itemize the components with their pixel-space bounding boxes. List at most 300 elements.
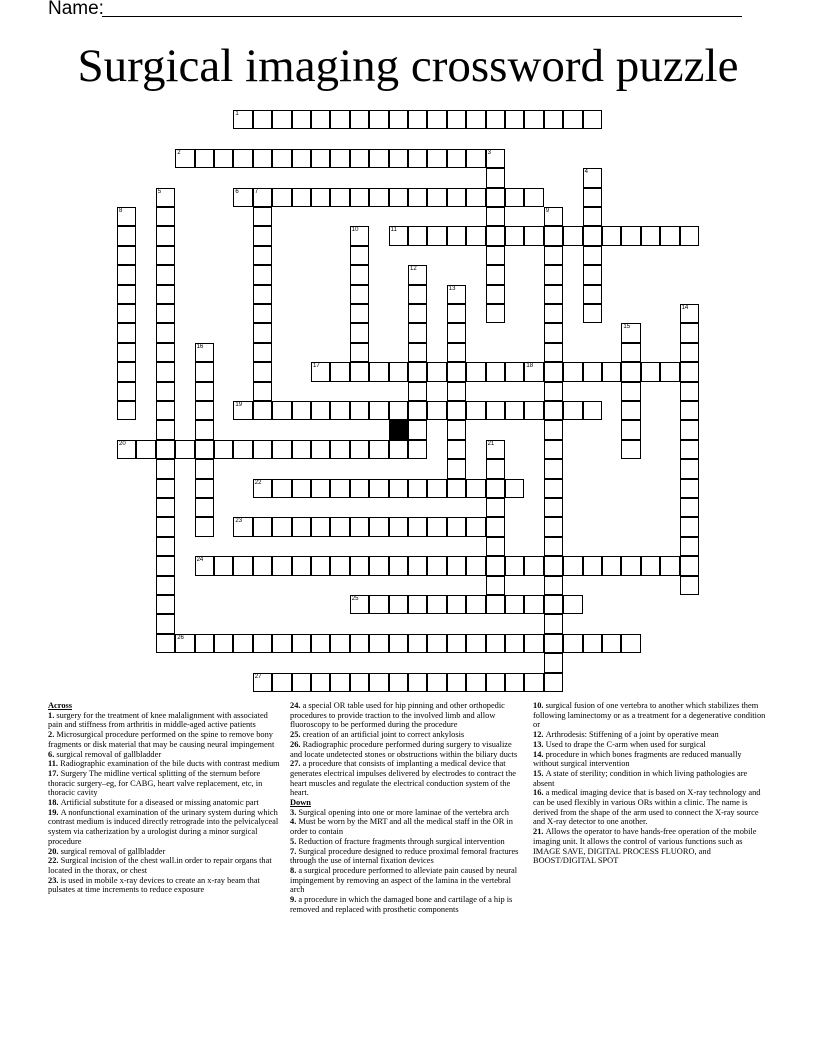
grid-cell[interactable] [660,556,679,575]
grid-cell[interactable] [175,634,194,653]
grid-cell[interactable] [292,401,311,420]
grid-cell[interactable] [505,188,524,207]
grid-cell[interactable] [136,440,155,459]
grid-cell[interactable] [408,440,427,459]
grid-cell[interactable] [621,382,640,401]
grid-cell[interactable] [156,498,175,517]
grid-cell[interactable] [466,110,485,129]
grid-cell[interactable] [330,479,349,498]
grid-cell[interactable] [117,362,136,381]
grid-cell[interactable] [583,634,602,653]
grid-cell[interactable] [408,479,427,498]
grid-cell[interactable] [680,556,699,575]
grid-cell[interactable] [233,517,252,536]
grid-cell[interactable] [253,304,272,323]
grid-cell[interactable] [447,362,466,381]
grid-cell[interactable] [272,517,291,536]
grid-cell[interactable] [408,517,427,536]
grid-cell[interactable] [272,188,291,207]
grid-cell[interactable] [486,556,505,575]
grid-cell[interactable] [408,382,427,401]
grid-cell[interactable] [330,188,349,207]
grid-cell[interactable] [311,517,330,536]
grid-cell[interactable] [447,149,466,168]
grid-cell[interactable] [680,304,699,323]
grid-cell[interactable] [466,673,485,692]
grid-cell[interactable] [350,401,369,420]
grid-cell[interactable] [524,401,543,420]
grid-cell[interactable] [369,149,388,168]
grid-cell[interactable] [544,304,563,323]
grid-cell[interactable] [272,440,291,459]
grid-cell[interactable] [195,382,214,401]
grid-cell[interactable] [117,226,136,245]
grid-cell[interactable] [350,149,369,168]
grid-cell[interactable] [311,188,330,207]
grid-cell[interactable] [544,595,563,614]
grid-cell[interactable] [544,323,563,342]
grid-cell[interactable] [350,265,369,284]
grid-cell[interactable] [369,673,388,692]
grid-cell[interactable] [330,440,349,459]
grid-cell[interactable] [466,401,485,420]
grid-cell[interactable] [583,246,602,265]
grid-cell[interactable] [486,498,505,517]
grid-cell[interactable] [330,401,349,420]
grid-cell[interactable] [408,304,427,323]
grid-cell[interactable] [680,401,699,420]
grid-cell[interactable] [253,207,272,226]
grid-cell[interactable] [156,246,175,265]
grid-cell[interactable] [156,459,175,478]
grid-cell[interactable] [311,556,330,575]
grid-cell[interactable] [486,401,505,420]
grid-cell[interactable] [389,517,408,536]
grid-cell[interactable] [253,673,272,692]
grid-cell[interactable] [524,362,543,381]
grid-cell[interactable] [602,226,621,245]
grid-cell[interactable] [195,479,214,498]
grid-cell[interactable] [408,110,427,129]
grid-cell[interactable] [253,323,272,342]
grid-cell[interactable] [621,634,640,653]
grid-cell[interactable] [544,634,563,653]
grid-cell[interactable] [466,634,485,653]
grid-cell[interactable] [486,246,505,265]
grid-cell[interactable] [369,556,388,575]
grid-cell[interactable] [156,401,175,420]
grid-cell[interactable] [311,634,330,653]
grid-cell[interactable] [563,401,582,420]
grid-cell[interactable] [195,634,214,653]
grid-cell[interactable] [156,614,175,633]
grid-cell[interactable] [621,226,640,245]
grid-cell[interactable] [427,362,446,381]
grid-cell[interactable] [117,343,136,362]
grid-cell[interactable] [505,673,524,692]
grid-cell[interactable] [117,382,136,401]
grid-cell[interactable] [253,226,272,245]
grid-cell[interactable] [466,556,485,575]
grid-cell[interactable] [292,517,311,536]
grid-cell[interactable] [544,479,563,498]
grid-cell[interactable] [156,556,175,575]
grid-cell[interactable] [195,343,214,362]
grid-cell[interactable] [583,304,602,323]
grid-cell[interactable] [389,673,408,692]
grid-cell[interactable] [680,479,699,498]
grid-cell[interactable] [195,459,214,478]
grid-cell[interactable] [350,595,369,614]
grid-cell[interactable] [233,149,252,168]
grid-cell[interactable] [156,420,175,439]
grid-cell[interactable] [544,459,563,478]
grid-cell[interactable] [563,556,582,575]
grid-cell[interactable] [408,343,427,362]
grid-cell[interactable] [486,459,505,478]
grid-cell[interactable] [505,226,524,245]
grid-cell[interactable] [350,246,369,265]
grid-cell[interactable] [447,459,466,478]
grid-cell[interactable] [544,246,563,265]
grid-cell[interactable] [156,440,175,459]
grid-cell[interactable] [369,634,388,653]
grid-cell[interactable] [389,479,408,498]
grid-cell[interactable] [427,595,446,614]
grid-cell[interactable] [447,479,466,498]
grid-cell[interactable] [583,265,602,284]
grid-cell[interactable] [544,401,563,420]
grid-cell[interactable] [621,323,640,342]
grid-cell[interactable] [621,343,640,362]
grid-cell[interactable] [233,110,252,129]
grid-cell[interactable] [486,440,505,459]
grid-cell[interactable] [369,188,388,207]
grid-cell[interactable] [253,382,272,401]
grid-cell[interactable] [486,576,505,595]
grid-cell[interactable] [330,362,349,381]
grid-cell[interactable] [389,440,408,459]
grid-cell[interactable] [253,634,272,653]
grid-cell[interactable] [156,265,175,284]
grid-cell[interactable] [583,188,602,207]
grid-cell[interactable] [544,517,563,536]
grid-cell[interactable] [350,226,369,245]
grid-cell[interactable] [408,634,427,653]
grid-cell[interactable] [389,556,408,575]
grid-cell[interactable] [350,556,369,575]
grid-cell[interactable] [447,517,466,536]
grid-cell[interactable] [563,226,582,245]
grid-cell[interactable] [369,517,388,536]
grid-cell[interactable] [272,149,291,168]
grid-cell[interactable] [156,576,175,595]
grid-cell[interactable] [253,440,272,459]
grid-cell[interactable] [156,323,175,342]
grid-cell[interactable] [447,420,466,439]
grid-cell[interactable] [427,110,446,129]
grid-cell[interactable] [466,362,485,381]
grid-cell[interactable] [583,285,602,304]
grid-cell[interactable] [408,595,427,614]
grid-cell[interactable] [292,440,311,459]
grid-cell[interactable] [621,420,640,439]
grid-cell[interactable] [330,149,349,168]
grid-cell[interactable] [311,149,330,168]
grid-cell[interactable] [195,401,214,420]
grid-cell[interactable] [505,634,524,653]
grid-cell[interactable] [292,634,311,653]
grid-cell[interactable] [408,188,427,207]
grid-cell[interactable] [680,343,699,362]
grid-cell[interactable] [427,556,446,575]
grid-cell[interactable] [195,420,214,439]
grid-cell[interactable] [602,556,621,575]
grid-cell[interactable] [253,110,272,129]
grid-cell[interactable] [156,382,175,401]
grid-cell[interactable] [524,110,543,129]
grid-cell[interactable] [466,226,485,245]
grid-cell[interactable] [680,382,699,401]
grid-cell[interactable] [583,362,602,381]
grid-cell[interactable] [427,517,446,536]
grid-cell[interactable] [447,673,466,692]
grid-cell[interactable] [524,556,543,575]
grid-cell[interactable] [389,226,408,245]
grid-cell[interactable] [427,479,446,498]
grid-cell[interactable] [583,168,602,187]
grid-cell[interactable] [505,556,524,575]
grid-cell[interactable] [544,556,563,575]
grid-cell[interactable] [156,634,175,653]
grid-cell[interactable] [563,110,582,129]
grid-cell[interactable] [680,420,699,439]
grid-cell[interactable] [486,304,505,323]
grid-cell[interactable] [350,285,369,304]
grid-cell[interactable] [427,673,446,692]
grid-cell[interactable] [350,673,369,692]
grid-cell[interactable] [253,285,272,304]
grid-cell[interactable] [486,110,505,129]
grid-cell[interactable] [253,479,272,498]
grid-cell[interactable] [253,401,272,420]
grid-cell[interactable] [311,362,330,381]
grid-cell[interactable] [563,362,582,381]
grid-cell[interactable] [486,226,505,245]
grid-cell[interactable] [292,479,311,498]
grid-cell[interactable] [175,149,194,168]
grid-cell[interactable] [330,634,349,653]
grid-cell[interactable] [292,110,311,129]
grid-cell[interactable] [621,401,640,420]
grid-cell[interactable] [466,595,485,614]
grid-cell[interactable] [369,440,388,459]
grid-cell[interactable] [544,110,563,129]
grid-cell[interactable] [408,226,427,245]
grid-cell[interactable] [311,440,330,459]
grid-cell[interactable] [544,362,563,381]
grid-cell[interactable] [350,323,369,342]
grid-cell[interactable] [117,440,136,459]
grid-cell[interactable] [524,226,543,245]
grid-cell[interactable] [156,595,175,614]
grid-cell[interactable] [156,188,175,207]
grid-cell[interactable] [544,498,563,517]
grid-cell[interactable] [369,362,388,381]
grid-cell[interactable] [233,556,252,575]
grid-cell[interactable] [195,362,214,381]
grid-cell[interactable] [350,517,369,536]
grid-cell[interactable] [427,401,446,420]
grid-cell[interactable] [505,362,524,381]
grid-cell[interactable] [369,595,388,614]
grid-cell[interactable] [350,188,369,207]
grid-cell[interactable] [680,537,699,556]
grid-cell[interactable] [233,440,252,459]
grid-cell[interactable] [369,479,388,498]
grid-cell[interactable] [466,479,485,498]
grid-cell[interactable] [660,362,679,381]
grid-cell[interactable] [544,343,563,362]
grid-cell[interactable] [389,362,408,381]
grid-cell[interactable] [350,440,369,459]
grid-cell[interactable] [544,673,563,692]
grid-cell[interactable] [350,362,369,381]
grid-cell[interactable] [272,110,291,129]
grid-cell[interactable] [408,420,427,439]
grid-cell[interactable] [505,110,524,129]
grid-cell[interactable] [505,595,524,614]
grid-cell[interactable] [486,479,505,498]
grid-cell[interactable] [292,556,311,575]
grid-cell[interactable] [466,188,485,207]
grid-cell[interactable] [447,556,466,575]
grid-cell[interactable] [156,343,175,362]
grid-cell[interactable] [214,556,233,575]
grid-cell[interactable] [156,517,175,536]
grid-cell[interactable] [544,653,563,672]
grid-cell[interactable] [486,149,505,168]
grid-cell[interactable] [544,382,563,401]
grid-cell[interactable] [195,556,214,575]
grid-cell[interactable] [680,323,699,342]
grid-cell[interactable] [486,285,505,304]
grid-cell[interactable] [583,226,602,245]
grid-cell[interactable] [680,362,699,381]
grid-cell[interactable] [408,265,427,284]
grid-cell[interactable] [544,440,563,459]
grid-cell[interactable] [583,401,602,420]
grid-cell[interactable] [641,362,660,381]
grid-cell[interactable] [408,673,427,692]
grid-cell[interactable] [156,285,175,304]
grid-cell[interactable] [563,634,582,653]
grid-cell[interactable] [621,362,640,381]
grid-cell[interactable] [350,343,369,362]
grid-cell[interactable] [408,401,427,420]
grid-cell[interactable] [292,149,311,168]
grid-cell[interactable] [233,634,252,653]
grid-cell[interactable] [253,362,272,381]
grid-cell[interactable] [602,634,621,653]
grid-cell[interactable] [117,207,136,226]
grid-cell[interactable] [253,246,272,265]
grid-cell[interactable] [389,188,408,207]
grid-cell[interactable] [350,304,369,323]
grid-cell[interactable] [389,401,408,420]
grid-cell[interactable] [621,556,640,575]
grid-cell[interactable] [292,188,311,207]
grid-cell[interactable] [117,265,136,284]
grid-cell[interactable] [156,479,175,498]
grid-cell[interactable] [447,382,466,401]
grid-cell[interactable] [447,285,466,304]
grid-cell[interactable] [156,304,175,323]
grid-cell[interactable] [350,110,369,129]
grid-cell[interactable] [369,110,388,129]
grid-cell[interactable] [544,265,563,284]
grid-cell[interactable] [272,634,291,653]
grid-cell[interactable] [524,673,543,692]
grid-cell[interactable] [563,595,582,614]
grid-cell[interactable] [544,226,563,245]
grid-cell[interactable] [680,576,699,595]
grid-cell[interactable] [447,440,466,459]
grid-cell[interactable] [214,440,233,459]
grid-cell[interactable] [524,188,543,207]
grid-cell[interactable] [195,440,214,459]
grid-cell[interactable] [524,634,543,653]
grid-cell[interactable] [214,149,233,168]
grid-cell[interactable] [447,188,466,207]
grid-cell[interactable] [253,517,272,536]
grid-cell[interactable] [486,517,505,536]
grid-cell[interactable] [117,304,136,323]
grid-cell[interactable] [486,634,505,653]
grid-cell[interactable] [330,110,349,129]
grid-cell[interactable] [486,265,505,284]
grid-cell[interactable] [389,110,408,129]
grid-cell[interactable] [195,517,214,536]
grid-cell[interactable] [272,401,291,420]
grid-cell[interactable] [253,149,272,168]
grid-cell[interactable] [408,149,427,168]
grid-cell[interactable] [486,188,505,207]
grid-cell[interactable] [447,304,466,323]
grid-cell[interactable] [486,673,505,692]
grid-cell[interactable] [486,537,505,556]
grid-cell[interactable] [505,479,524,498]
grid-cell[interactable] [583,556,602,575]
grid-cell[interactable] [680,517,699,536]
grid-cell[interactable] [427,149,446,168]
grid-cell[interactable] [680,440,699,459]
grid-cell[interactable] [544,285,563,304]
grid-cell[interactable] [408,323,427,342]
grid-cell[interactable] [117,246,136,265]
grid-cell[interactable] [195,149,214,168]
grid-cell[interactable] [292,673,311,692]
grid-cell[interactable] [214,634,233,653]
grid-cell[interactable] [330,673,349,692]
grid-cell[interactable] [447,110,466,129]
grid-cell[interactable] [427,634,446,653]
grid-cell[interactable] [427,226,446,245]
grid-cell[interactable] [447,595,466,614]
grid-cell[interactable] [680,498,699,517]
grid-cell[interactable] [117,285,136,304]
grid-cell[interactable] [486,362,505,381]
